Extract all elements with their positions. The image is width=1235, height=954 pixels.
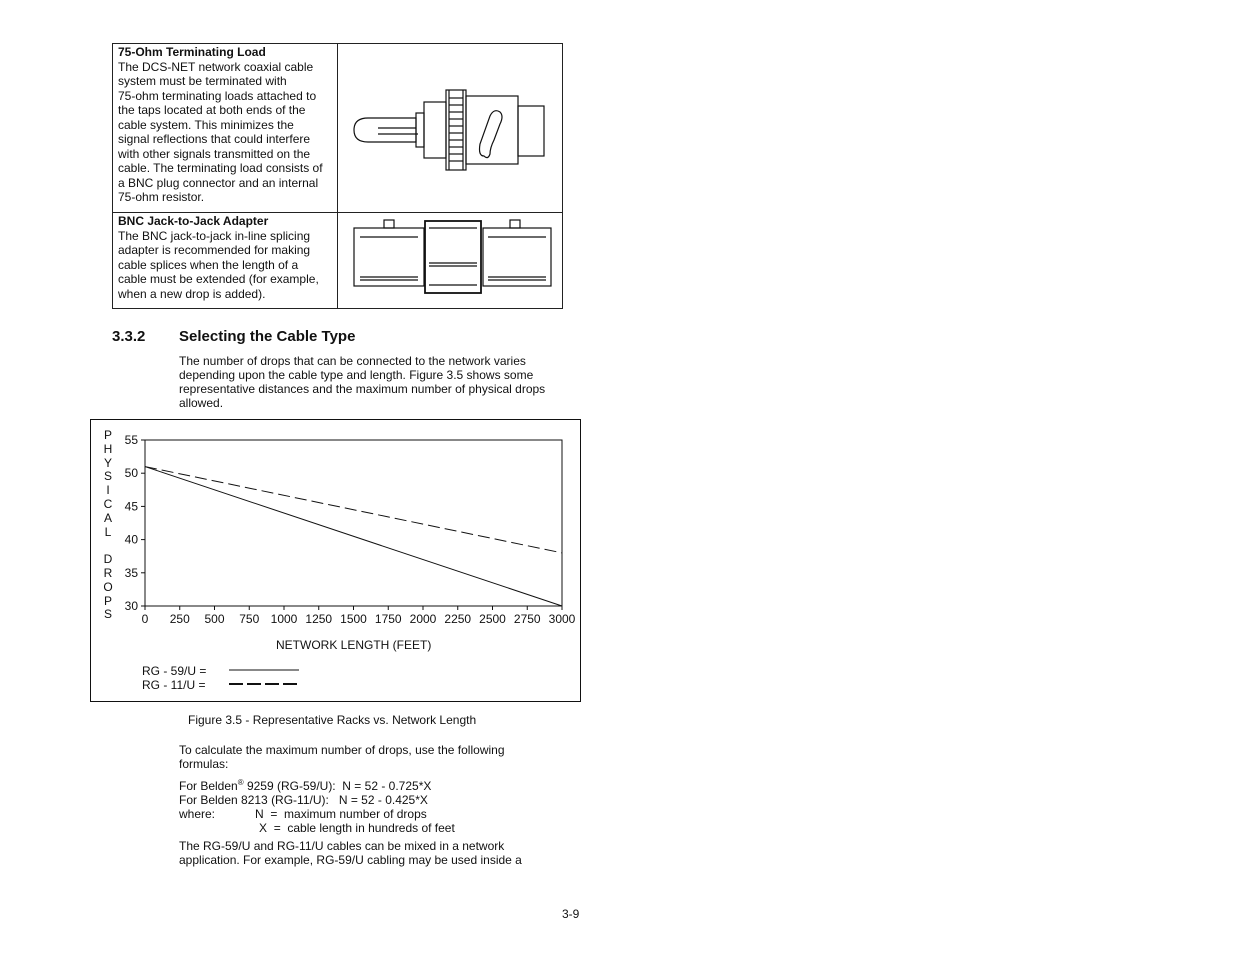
legend-label-rg59: RG - 59/U = (142, 664, 207, 678)
adapter-title: BNC Jack-to-Jack Adapter (118, 214, 269, 228)
bnc-terminator-icon (338, 44, 562, 207)
terminating-load-illustration (338, 44, 563, 213)
text-line: signal reflections that could interfere (118, 132, 311, 146)
text-line: application. For example, RG-59/U cabling may be used inside a (179, 853, 522, 867)
x-tick-label: 2750 (513, 612, 541, 626)
text-line: system must be terminated with (118, 74, 287, 88)
x-tick-label: 1250 (305, 612, 333, 626)
plot-area-frame (145, 440, 562, 606)
formula-where-x: X = cable length in hundreds of feet (179, 821, 455, 835)
x-tick-label: 250 (169, 612, 190, 626)
formula-rg11: For Belden 8213 (RG-11/U): N = 52 - 0.425*X (179, 793, 428, 807)
text-line: adapter is recommended for making (118, 243, 311, 257)
legend-swatches (229, 664, 301, 692)
closing-paragraph (179, 839, 579, 867)
y-tick-label: 55 (124, 433, 138, 447)
y-tick-label: 50 (124, 466, 138, 481)
x-tick-label: 1000 (270, 612, 298, 626)
calc-intro (179, 743, 579, 771)
text-line: a BNC plug connector and an internal (118, 175, 319, 190)
text-line: the taps located at both ends of the (118, 103, 306, 117)
parts-table (112, 43, 563, 309)
y-tick-label: 40 (124, 532, 138, 547)
page-number: 3-9 (562, 907, 580, 921)
series-line-rg59 (145, 467, 562, 606)
text-line: formulas: (179, 757, 229, 771)
adapter-illustration (338, 213, 563, 309)
text-line: with other signals transmitted on the (118, 146, 311, 161)
text-line: when a new drop is added). (118, 286, 266, 301)
adapter-description (113, 213, 338, 309)
text-line: allowed. (179, 396, 224, 410)
text-line: cable splices when the length of a (118, 257, 299, 272)
x-tick-label: 3000 (548, 612, 576, 626)
legend-label-rg11: RG - 11/U = (142, 678, 206, 692)
text-line: The number of drops that can be connected to the network varies (179, 354, 526, 368)
line-chart (91, 420, 580, 701)
text-line: cable system. This minimizes the (118, 117, 294, 132)
registered-mark: ® (237, 778, 244, 787)
section-number: 3.3.2 (112, 328, 146, 345)
x-tick-label: 2000 (409, 612, 437, 626)
text-line: depending upon the cable type and length. Figure 3.5 shows some (179, 368, 534, 382)
text-line: cable must be extended (for example, (118, 272, 319, 286)
x-tick-label: 1500 (340, 612, 367, 626)
text-line: 75-ohm resistor. (118, 190, 205, 204)
x-axis-label: NETWORK LENGTH (FEET) (276, 638, 432, 652)
text-line: To calculate the maximum number of drops, use the following (179, 743, 505, 757)
y-tick-label: 45 (124, 499, 138, 514)
series-line-rg11 (145, 467, 562, 553)
text-line: representative distances and the maximum number of physical drops (179, 382, 546, 396)
figure-caption: Figure 3.5 - Representative Racks vs. Network Length (188, 713, 477, 727)
text-line: 75-ohm terminating loads attached to (118, 88, 317, 103)
terminating-load-description (113, 44, 338, 213)
text-line: The RG-59/U and RG-11/U cables can be mixed in a network (179, 839, 505, 853)
x-tick-label: 750 (239, 612, 260, 626)
y-tick-label: 30 (124, 599, 138, 613)
x-tick-label: 500 (204, 612, 225, 626)
x-tick-label: 2250 (444, 612, 472, 626)
y-axis-label: P H Y S I C A L D R O P S (103, 428, 113, 622)
section-intro (179, 354, 579, 410)
x-tick-label: 2500 (479, 612, 506, 626)
formula-where-n: where: N = maximum number of drops (179, 807, 427, 821)
formula-rg59: For Belden® 9259 (RG-59/U): N = 52 - 0.725*X (179, 778, 432, 793)
bnc-adapter-icon (338, 213, 562, 303)
figure-3-5-chart (90, 419, 581, 702)
text-line: The BNC jack-to-jack in-line splicing (118, 228, 311, 243)
section-title: Selecting the Cable Type (179, 328, 356, 345)
x-tick-label: 1750 (374, 612, 402, 626)
text-line: cable. The terminating load consists of (118, 161, 323, 175)
y-tick-label: 35 (124, 565, 138, 580)
terminating-load-title: 75-Ohm Terminating Load (118, 45, 266, 59)
formulas (179, 776, 455, 835)
text-line: The DCS-NET network coaxial cable (118, 59, 314, 74)
x-tick-label: 0 (141, 612, 149, 626)
